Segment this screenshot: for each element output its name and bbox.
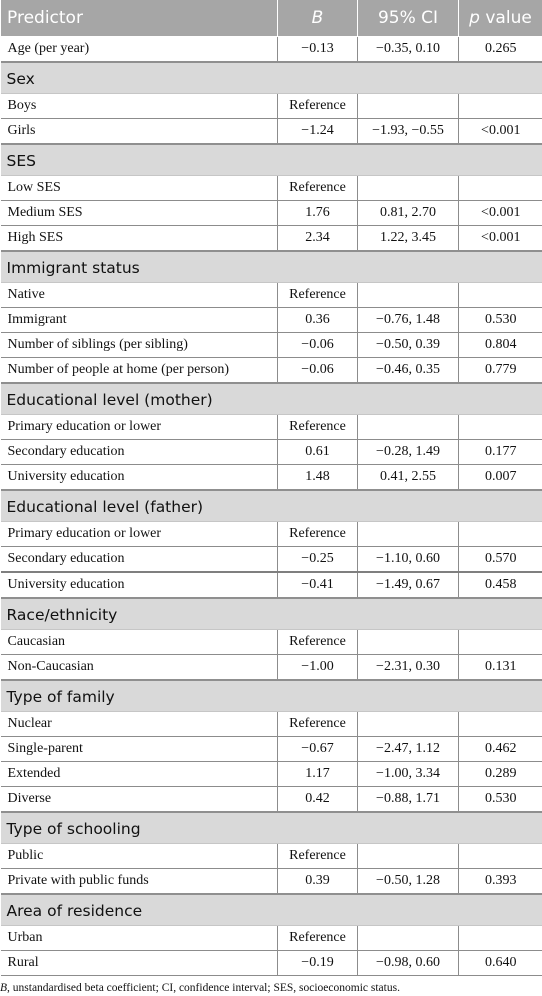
p-value-cell [459, 926, 542, 951]
ci-cell: −2.47, 1.12 [358, 737, 459, 762]
section-heading: Sex [1, 62, 542, 94]
predictor-cell: Girls [1, 119, 278, 145]
ci-cell: −0.50, 0.39 [358, 333, 459, 358]
predictor-cell: Nuclear [1, 712, 278, 737]
predictor-cell: Public [1, 844, 278, 869]
header-predictor: Predictor [1, 0, 278, 37]
b-cell: −1.24 [278, 119, 358, 145]
section-heading: Race/ethnicity [1, 598, 542, 630]
ci-cell: 0.41, 2.55 [358, 465, 459, 491]
table-row [1, 630, 542, 655]
b-cell: 0.42 [278, 787, 358, 813]
p-value-cell: 0.007 [459, 465, 542, 491]
p-value-cell: 0.640 [459, 951, 542, 976]
table-row [1, 333, 542, 358]
section-heading: Educational level (mother) [1, 383, 542, 415]
b-cell: −0.06 [278, 358, 358, 384]
header-p-value [459, 0, 542, 37]
p-value-cell [459, 415, 542, 440]
table-row [1, 762, 542, 787]
ci-cell: −0.46, 0.35 [358, 358, 459, 384]
table-row [1, 655, 542, 681]
header-b: B [278, 0, 358, 37]
b-cell: Reference [278, 94, 358, 119]
ci-cell: 0.81, 2.70 [358, 201, 459, 226]
ci-cell: −2.31, 0.30 [358, 655, 459, 681]
table-header [1, 0, 542, 37]
ci-cell [358, 94, 459, 119]
b-cell: 0.61 [278, 440, 358, 465]
predictor-cell: Primary education or lower [1, 415, 278, 440]
ci-cell: −1.49, 0.67 [358, 572, 459, 598]
p-value-cell: 0.570 [459, 547, 542, 573]
table-row [1, 415, 542, 440]
header-p-symbol: p [469, 8, 480, 28]
ci-cell [358, 176, 459, 201]
p-value-cell [459, 522, 542, 547]
table-row [1, 37, 542, 63]
section-row [1, 490, 542, 522]
table-row [1, 94, 542, 119]
predictor-cell: Number of people at home (per person) [1, 358, 278, 384]
section-row [1, 812, 542, 844]
predictor-cell: Rural [1, 951, 278, 976]
b-cell: Reference [278, 283, 358, 308]
p-value-cell: 0.131 [459, 655, 542, 681]
p-value-cell: 0.530 [459, 787, 542, 813]
p-value-cell: 0.265 [459, 37, 542, 63]
predictor-cell: University education [1, 465, 278, 491]
p-value-cell: <0.001 [459, 226, 542, 252]
table-row [1, 737, 542, 762]
predictor-cell: Single-parent [1, 737, 278, 762]
ci-cell [358, 712, 459, 737]
p-value-cell: 0.458 [459, 572, 542, 598]
b-cell: 1.48 [278, 465, 358, 491]
b-cell: 0.39 [278, 869, 358, 895]
p-value-cell: 0.804 [459, 333, 542, 358]
predictor-cell: Secondary education [1, 547, 278, 573]
table-row [1, 283, 542, 308]
section-heading: Area of residence [1, 894, 542, 926]
section-row [1, 894, 542, 926]
b-cell: Reference [278, 844, 358, 869]
predictor-cell: Diverse [1, 787, 278, 813]
predictor-cell: Caucasian [1, 630, 278, 655]
ci-cell: −1.93, −0.55 [358, 119, 459, 145]
ci-cell: −1.00, 3.34 [358, 762, 459, 787]
b-cell: Reference [278, 415, 358, 440]
table-row [1, 787, 542, 813]
b-cell: Reference [278, 630, 358, 655]
section-row [1, 62, 542, 94]
b-cell: −0.25 [278, 547, 358, 573]
ci-cell: −0.50, 1.28 [358, 869, 459, 895]
predictor-cell: Low SES [1, 176, 278, 201]
ci-cell: −0.35, 0.10 [358, 37, 459, 63]
section-heading: Immigrant status [1, 251, 542, 283]
predictor-cell: University education [1, 572, 278, 598]
p-value-cell [459, 94, 542, 119]
predictor-cell: Extended [1, 762, 278, 787]
p-value-cell [459, 712, 542, 737]
section-row [1, 144, 542, 176]
table-row [1, 926, 542, 951]
section-heading: Type of family [1, 680, 542, 712]
b-cell: Reference [278, 712, 358, 737]
section-row [1, 598, 542, 630]
b-cell: −0.41 [278, 572, 358, 598]
p-value-cell [459, 630, 542, 655]
p-value-cell: <0.001 [459, 201, 542, 226]
ci-cell: −0.28, 1.49 [358, 440, 459, 465]
p-value-cell: 0.779 [459, 358, 542, 384]
predictor-cell: Non-Caucasian [1, 655, 278, 681]
b-cell: −0.19 [278, 951, 358, 976]
b-cell: Reference [278, 926, 358, 951]
p-value-cell [459, 176, 542, 201]
table-footnote [0, 982, 400, 994]
table-row [1, 308, 542, 333]
ci-cell: −0.98, 0.60 [358, 951, 459, 976]
predictor-cell: Age (per year) [1, 37, 278, 63]
b-cell: −1.00 [278, 655, 358, 681]
b-cell: 1.17 [278, 762, 358, 787]
table-row [1, 358, 542, 384]
b-cell: 1.76 [278, 201, 358, 226]
table-row [1, 226, 542, 252]
footnote-b-symbol: B [0, 982, 8, 994]
section-heading: Type of schooling [1, 812, 542, 844]
ci-cell [358, 630, 459, 655]
b-cell: −0.67 [278, 737, 358, 762]
header-ci: 95% CI [358, 0, 459, 37]
table-row [1, 951, 542, 976]
predictor-cell: Medium SES [1, 201, 278, 226]
ci-cell: −0.88, 1.71 [358, 787, 459, 813]
predictor-cell: Urban [1, 926, 278, 951]
b-cell: Reference [278, 522, 358, 547]
ci-cell [358, 415, 459, 440]
predictor-cell: Secondary education [1, 440, 278, 465]
ci-cell [358, 844, 459, 869]
section-row [1, 251, 542, 283]
p-value-cell: 0.462 [459, 737, 542, 762]
ci-cell: 1.22, 3.45 [358, 226, 459, 252]
table-row [1, 522, 542, 547]
predictor-cell: Primary education or lower [1, 522, 278, 547]
section-row [1, 383, 542, 415]
table-row [1, 440, 542, 465]
table-row [1, 201, 542, 226]
footnote-text: , unstandardised beta coefficient; CI, confidence interval; SES, socioeconomic status. [7, 982, 400, 994]
predictor-cell: Immigrant [1, 308, 278, 333]
p-value-cell [459, 283, 542, 308]
b-cell: 0.36 [278, 308, 358, 333]
ci-cell: −0.76, 1.48 [358, 308, 459, 333]
ci-cell [358, 522, 459, 547]
table-row [1, 869, 542, 895]
p-value-cell: 0.393 [459, 869, 542, 895]
header-p-word: value [479, 8, 532, 28]
p-value-cell: <0.001 [459, 119, 542, 145]
table-row [1, 176, 542, 201]
table-row [1, 119, 542, 145]
predictor-cell: Native [1, 283, 278, 308]
predictor-cell: Boys [1, 94, 278, 119]
p-value-cell [459, 844, 542, 869]
predictor-cell: Number of siblings (per sibling) [1, 333, 278, 358]
ci-cell [358, 926, 459, 951]
predictor-cell: High SES [1, 226, 278, 252]
b-cell: −0.06 [278, 333, 358, 358]
p-value-cell: 0.177 [459, 440, 542, 465]
predictor-cell: Private with public funds [1, 869, 278, 895]
ci-cell [358, 283, 459, 308]
b-cell: Reference [278, 176, 358, 201]
b-cell: −0.13 [278, 37, 358, 63]
section-heading: SES [1, 144, 542, 176]
table-row [1, 547, 542, 573]
b-cell: 2.34 [278, 226, 358, 252]
table-body [1, 37, 542, 976]
p-value-cell: 0.530 [459, 308, 542, 333]
p-value-cell: 0.289 [459, 762, 542, 787]
table-row [1, 465, 542, 491]
ci-cell: −1.10, 0.60 [358, 547, 459, 573]
section-row [1, 680, 542, 712]
table-row [1, 572, 542, 598]
table-row [1, 844, 542, 869]
section-heading: Educational level (father) [1, 490, 542, 522]
table-row [1, 712, 542, 737]
